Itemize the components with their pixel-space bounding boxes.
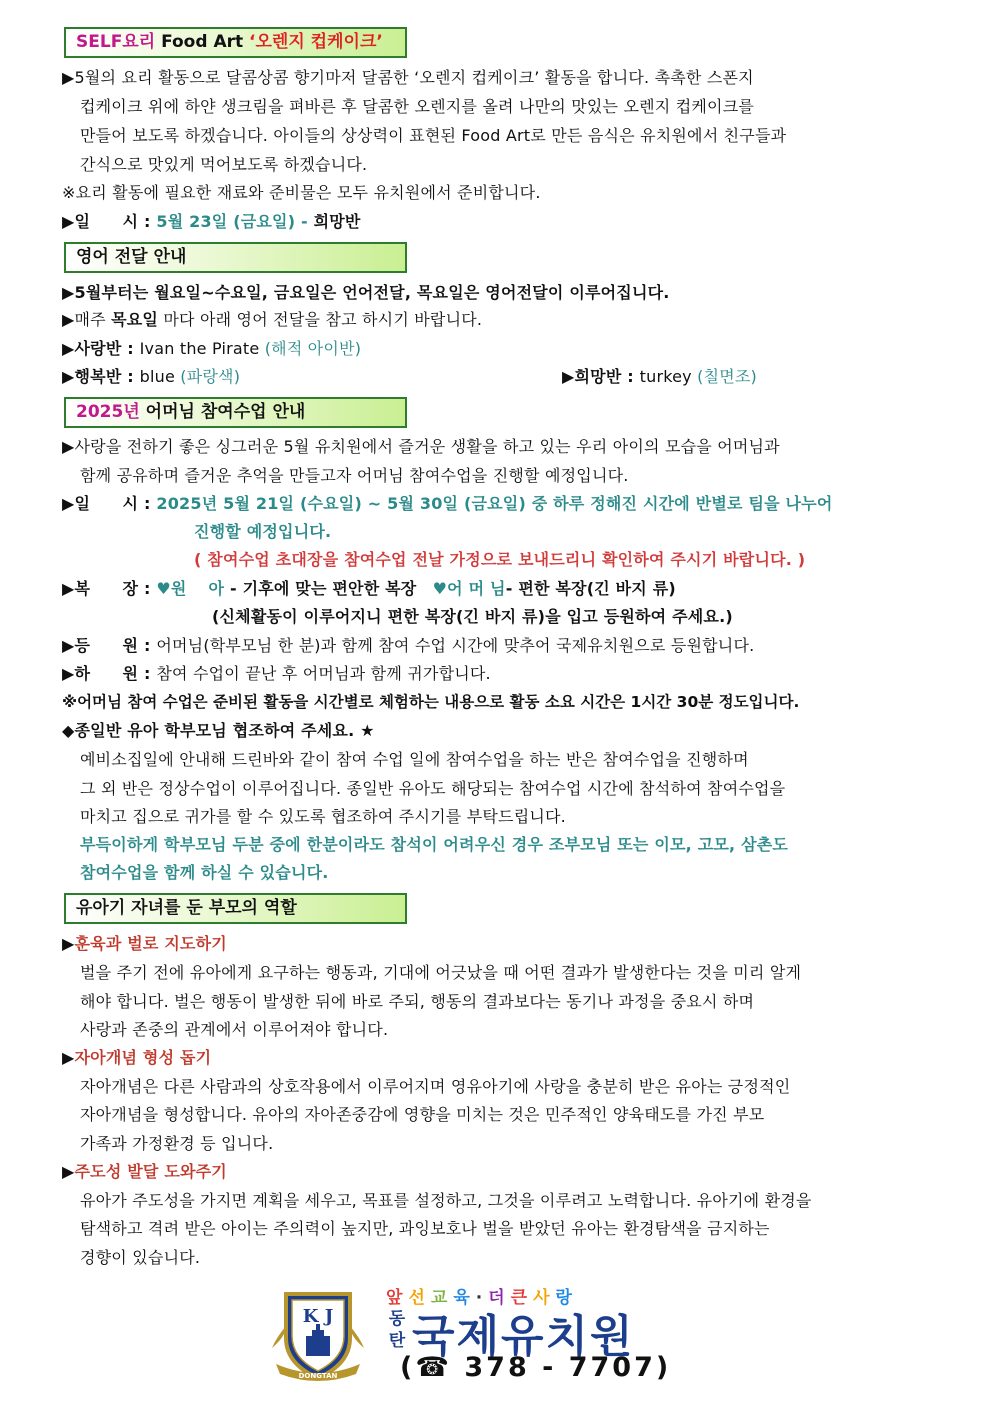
mother-header <box>64 397 407 428</box>
roles-heading-1-text: 훈육과 벌로 지도하기 <box>74 934 227 953</box>
footer-location-2: 탄 <box>388 1331 406 1351</box>
english-header: 영어 전달 안내 <box>64 242 407 273</box>
roles-p1-line-3: 사랑과 존중의 관계에서 이루어져야 합니다. <box>80 1020 389 1039</box>
food-art-date <box>62 207 932 236</box>
food-art-header <box>64 27 407 58</box>
mother-dress-mom-head: ♥어 머 님 <box>432 579 506 598</box>
english-hope-meaning: (칠면조) <box>697 367 757 386</box>
roles-heading-3-text: 주도성 발달 도와주기 <box>74 1162 227 1181</box>
mother-arrive-label: ▶등 원 : <box>62 636 157 655</box>
roles-p1-line-2: 해야 합니다. 벌은 행동이 발생한 뒤에 바로 주되, 행동의 결과보다는 동기나 과정을 중요시 하며 <box>80 992 755 1011</box>
logo-banner: DONGTAN <box>298 1372 338 1380</box>
english-love-meaning: (해적 아이반) <box>264 339 362 358</box>
roles-heading-2 <box>62 1043 932 1072</box>
english-hope-class <box>562 362 932 391</box>
food-art-line-3: 만들어 보도록 하겠습니다. 아이들의 상상력이 표현된 Food Art로 만든 음식은 유치원에서 친구들과 <box>80 126 787 145</box>
food-art-note: ※요리 활동에 필요한 재료와 준비물은 모두 유치원에서 준비합니다. <box>62 183 541 202</box>
slogan-char-6: 더 <box>488 1288 511 1308</box>
mother-date-3: ( 참여수업 초대장을 참여수업 전날 가정으로 보내드리니 확인하여 주시기 바랍니다. ) <box>194 550 806 569</box>
footer-kindergarten-name: 국제유치원 <box>412 1311 635 1362</box>
slogan-char-3: 교 <box>430 1288 454 1308</box>
mother-header-pre: 2025년 <box>76 402 140 422</box>
footer-location <box>386 1308 408 1352</box>
mother-date-1: 2025년 5월 21일 (수요일) ~ 5월 30일 (금요일) 중 하루 정해진 시간에 반별로 팀을 나누어 <box>156 494 833 513</box>
english-line-2-post: 마다 아래 영어 전달을 참고 하시기 바랍니다. <box>158 310 483 329</box>
mother-dress-child-head: ♥원 아 <box>156 579 225 598</box>
english-line-2 <box>62 305 932 334</box>
mother-dress-mom-text: - 편한 복장(긴 바지 류) <box>505 579 676 598</box>
slogan-char-4: 육 <box>453 1288 476 1308</box>
slogan-char-7: 큰 <box>510 1288 534 1308</box>
mother-header-post: 어머님 참여수업 안내 <box>139 402 306 422</box>
roles-heading-2-text: 자아개념 형성 돕기 <box>74 1048 212 1067</box>
roles-p3-line-2: 탐색하고 격려 받은 아이는 주의력이 높지만, 과잉보호나 벌을 받았던 유아는 환경탐색을 금지하는 <box>80 1219 770 1238</box>
food-art-header-mid: Food Art <box>155 32 250 52</box>
english-love-class <box>62 334 932 363</box>
mother-dress-label: ▶복 장 : <box>62 579 157 598</box>
coop-line-1: 예비소집일에 안내해 드린바와 같이 참여 수업 일에 참여수업을 하는 반은 참여수업을 진행하며 <box>80 750 749 769</box>
english-happy-label: ▶행복반 : <box>62 367 140 386</box>
food-art-date-value: 5월 23일 (금요일) - <box>156 212 314 231</box>
roles-p1-line-1: 벌을 주기 전에 유아에게 요구하는 행동과, 기대에 어긋났을 때 어떤 결과가 발생한다는 것을 미리 알게 <box>80 963 802 982</box>
roles-heading-3-marker: ▶ <box>62 1162 75 1181</box>
english-line-2-bold: 목요일 <box>111 310 159 329</box>
roles-p2-line-3: 가족과 가정환경 등 입니다. <box>80 1134 274 1153</box>
food-art-line-1: ▶5월의 요리 활동으로 달콤상콤 향기마저 달콤한 ‘오렌지 컵케이크’ 활동을 합니다. 촉촉한 스폰지 <box>62 68 754 87</box>
roles-heading-1 <box>62 929 932 958</box>
mother-intro-2: 함께 공유하며 즐거운 추억을 만들고자 어머님 참여수업을 진행할 예정입니다. <box>80 466 629 485</box>
english-line-2-pre: ▶매주 <box>62 310 112 329</box>
mother-date-label: ▶일 시 : <box>62 494 157 513</box>
roles-p2-line-2: 자아개념을 형성합니다. 유아의 자아존중감에 영향을 미치는 것은 민주적인 양육태도를 가진 부모 <box>80 1105 765 1124</box>
slogan-char-1: 앞 <box>386 1288 409 1308</box>
logo-letters: K J <box>302 1306 334 1327</box>
coop-title: ◆종일반 유아 학부모님 협조하여 주세요. ★ <box>62 721 375 740</box>
mother-note: ※어머님 참여 수업은 준비된 활동을 시간별로 체험하는 내용으로 활동 소요 시간은 1시간 30분 정도입니다. <box>62 693 800 711</box>
kindergarten-logo-icon <box>266 1286 370 1386</box>
mother-leave-text: 참여 수업이 끝난 후 어머님과 함께 귀가합니다. <box>156 664 491 683</box>
coop-line-3: 마치고 집으로 귀가를 할 수 있도록 협조하여 주시기를 부탁드립니다. <box>80 807 566 826</box>
english-happy-meaning: (파랑색) <box>180 367 241 386</box>
roles-heading-1-marker: ▶ <box>62 934 75 953</box>
slogan-char-9: 랑 <box>555 1288 578 1308</box>
slogan-char-5: · <box>475 1288 489 1308</box>
english-line-1: ▶5월부터는 월요일~수요일, 금요일은 언어전달, 목요일은 영어전달이 이루어집니다. <box>62 283 670 302</box>
roles-p3-line-1: 유아가 주도성을 가지면 계획을 세우고, 목표를 설정하고, 그것을 이루려고 노력합니다. 유아기에 환경을 <box>80 1191 812 1210</box>
food-art-date-label: ▶일 시 : <box>62 212 157 231</box>
mother-arrive-text: 어머님(학부모님 한 분)과 함께 참여 수업 시간에 맞추어 국제유치원으로 등원합니다. <box>156 636 755 655</box>
slogan-char-2: 선 <box>408 1288 431 1308</box>
food-art-date-class: 희망반 <box>313 212 361 231</box>
coop-line-5: 참여수업을 함께 하실 수 있습니다. <box>80 863 329 882</box>
english-happy-word: blue <box>139 367 181 386</box>
mother-leave <box>62 659 932 688</box>
food-art-header-post: ‘오렌지 컵케이크’ <box>249 32 383 52</box>
slogan-char-8: 사 <box>533 1288 556 1308</box>
food-art-line-4: 간식으로 맛있게 먹어보도록 하겠습니다. <box>80 155 368 174</box>
roles-heading-3 <box>62 1157 932 1186</box>
mother-dress <box>62 574 932 603</box>
food-art-header-pre: SELF요리 <box>76 32 156 52</box>
english-love-word: Ivan the Pirate <box>139 339 265 358</box>
roles-heading-2-marker: ▶ <box>62 1048 75 1067</box>
roles-p2-line-1: 자아개념은 다른 사람과의 상호작용에서 이루어지며 영유아기에 사랑을 충분히 받은 유아는 긍정적인 <box>80 1077 791 1096</box>
food-art-line-2: 컵케이크 위에 하얀 생크림을 펴바른 후 달콤한 오렌지를 올려 나만의 맛있는 오렌지 컵케이크를 <box>80 97 755 116</box>
coop-line-2: 그 외 반은 정상수업이 이루어집니다. 종일반 유아도 해당되는 참여수업 시간에 참석하여 참여수업을 <box>80 779 786 798</box>
mother-date <box>62 489 932 518</box>
footer-phone: (☎ 378 - 7707) <box>400 1352 672 1383</box>
english-hope-word: turkey <box>639 367 698 386</box>
mother-intro-1: ▶사랑을 전하기 좋은 싱그러운 5월 유치원에서 즐거운 생활을 하고 있는 우리 아이의 모습을 어머님과 <box>62 437 780 456</box>
mother-leave-label: ▶하 원 : <box>62 664 157 683</box>
mother-date-2: 진행할 예정입니다. <box>194 522 332 541</box>
mother-dress-note: (신체활동이 이루어지니 편한 복장(긴 바지 류)을 입고 등원하여 주세요.) <box>212 607 733 626</box>
roles-header: 유아기 자녀를 둔 부모의 역할 <box>64 893 407 924</box>
english-love-label: ▶사랑반 : <box>62 339 140 358</box>
mother-arrive <box>62 631 932 660</box>
roles-p3-line-3: 경향이 있습니다. <box>80 1248 201 1267</box>
mother-dress-child-text: - 기후에 맞는 편안한 복장 <box>224 579 433 598</box>
english-hope-label: ▶희망반 : <box>562 367 640 386</box>
english-happy-class <box>62 362 482 391</box>
footer-location-1: 동 <box>388 1309 406 1329</box>
coop-line-4: 부득이하게 학부모님 두분 중에 한분이라도 참석이 어려우신 경우 조부모님 또는 이모, 고모, 삼촌도 <box>80 835 789 854</box>
